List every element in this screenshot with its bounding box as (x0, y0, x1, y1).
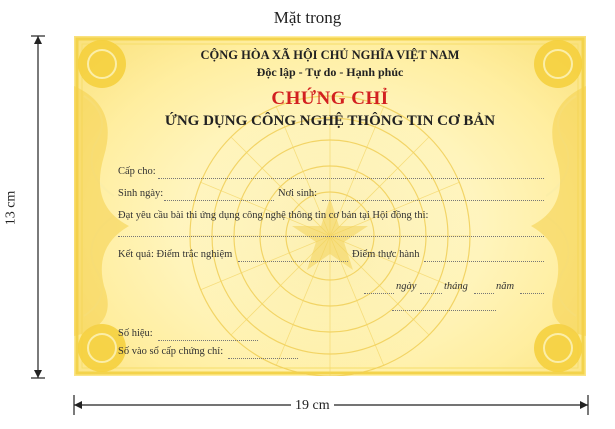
signature-line[interactable] (392, 310, 496, 311)
practical-score-label: Điểm thực hành (352, 249, 420, 260)
day-line[interactable] (420, 293, 442, 294)
place-line[interactable] (364, 293, 394, 294)
birth-place-label: Nơi sinh: (278, 188, 318, 199)
certificate-card (74, 36, 586, 376)
header-republic: CỘNG HÒA XÃ HỘI CHỦ NGHĨA VIỆT NAM (200, 48, 460, 62)
month-line[interactable] (474, 293, 494, 294)
registry-number-line[interactable] (228, 358, 298, 359)
exam-council-line[interactable] (118, 236, 544, 237)
exam-council-label: Đạt yêu cầu bài thi ứng dụng công nghệ thông tin cơ bản tại Hội đồng thi: (118, 210, 429, 221)
page-title: Mặt trong (273, 8, 342, 27)
result-label: Kết quả: Điểm trắc nghiệm (118, 249, 233, 260)
birth-place-line[interactable] (322, 200, 544, 201)
month-label: tháng (444, 281, 468, 292)
birth-date-line[interactable] (164, 200, 274, 201)
height-dimension-arrow (28, 34, 48, 380)
height-label: 13 cm (3, 190, 19, 226)
day-label: ngày (396, 281, 417, 292)
ornament-background (74, 36, 586, 376)
header-motto: Độc lập - Tự do - Hạnh phúc (256, 65, 404, 79)
width-label: 19 cm (291, 398, 334, 414)
serial-number-label: Số hiệu: (118, 328, 153, 339)
registry-number-label: Số vào sổ cấp chứng chỉ: (118, 346, 224, 357)
mcq-score-line[interactable] (238, 261, 348, 262)
certificate-subtitle: ỨNG DỤNG CÔNG NGHỆ THÔNG TIN CƠ BẢN (164, 113, 496, 129)
issued-to-line[interactable] (158, 178, 544, 179)
certificate-title: CHỨNG CHỈ (271, 88, 389, 109)
practical-score-line[interactable] (424, 261, 544, 262)
serial-number-line[interactable] (158, 340, 258, 341)
birth-date-label: Sinh ngày: (118, 188, 164, 199)
year-label: năm (496, 281, 515, 292)
issued-to-label: Cấp cho: (118, 166, 156, 177)
year-line[interactable] (520, 293, 544, 294)
